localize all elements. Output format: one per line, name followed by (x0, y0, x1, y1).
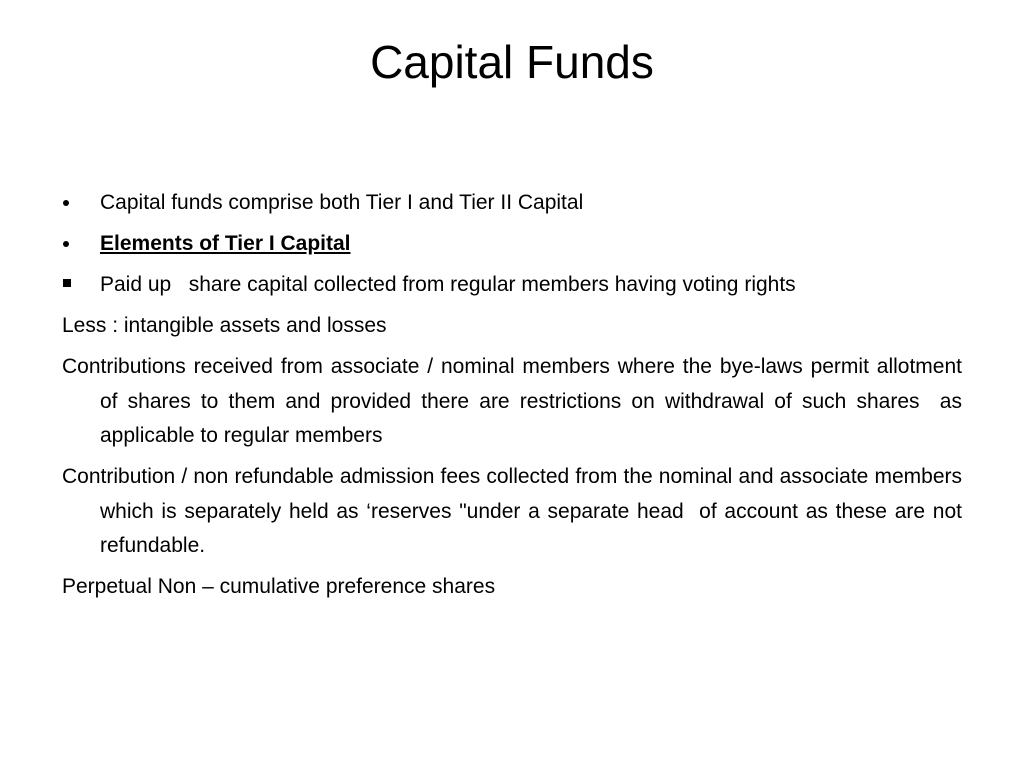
list-item-text: Contribution / non refundable admission fees collected from the nominal and associate members which is separately held as ‘reserves "under a separate head of account as these are not refundable. (62, 465, 968, 557)
slide-content (62, 186, 968, 611)
list-item-text: Less : intangible assets and losses (62, 314, 387, 337)
section-heading: Elements of Tier I Capital (100, 232, 351, 255)
list-item (62, 460, 968, 564)
list-item (62, 350, 968, 454)
list-item-text: Contributions received from associate / nominal members where the bye-laws permit allotment of shares to them and provided there are restrictions on withdrawal of such shares as applicable to regular members (62, 355, 968, 447)
list-item-text: Paid up share capital collected from regular members having voting rights (100, 273, 796, 296)
list-item (62, 186, 962, 221)
list-item-text: Perpetual Non – cumulative preference shares (62, 575, 496, 598)
list-item-text: Capital funds comprise both Tier I and Tier II Capital (100, 191, 584, 214)
list-item (62, 227, 962, 262)
list-item (62, 309, 962, 344)
slide-title: Capital Funds (370, 36, 654, 88)
list-item (62, 570, 962, 605)
list-item (62, 268, 962, 303)
